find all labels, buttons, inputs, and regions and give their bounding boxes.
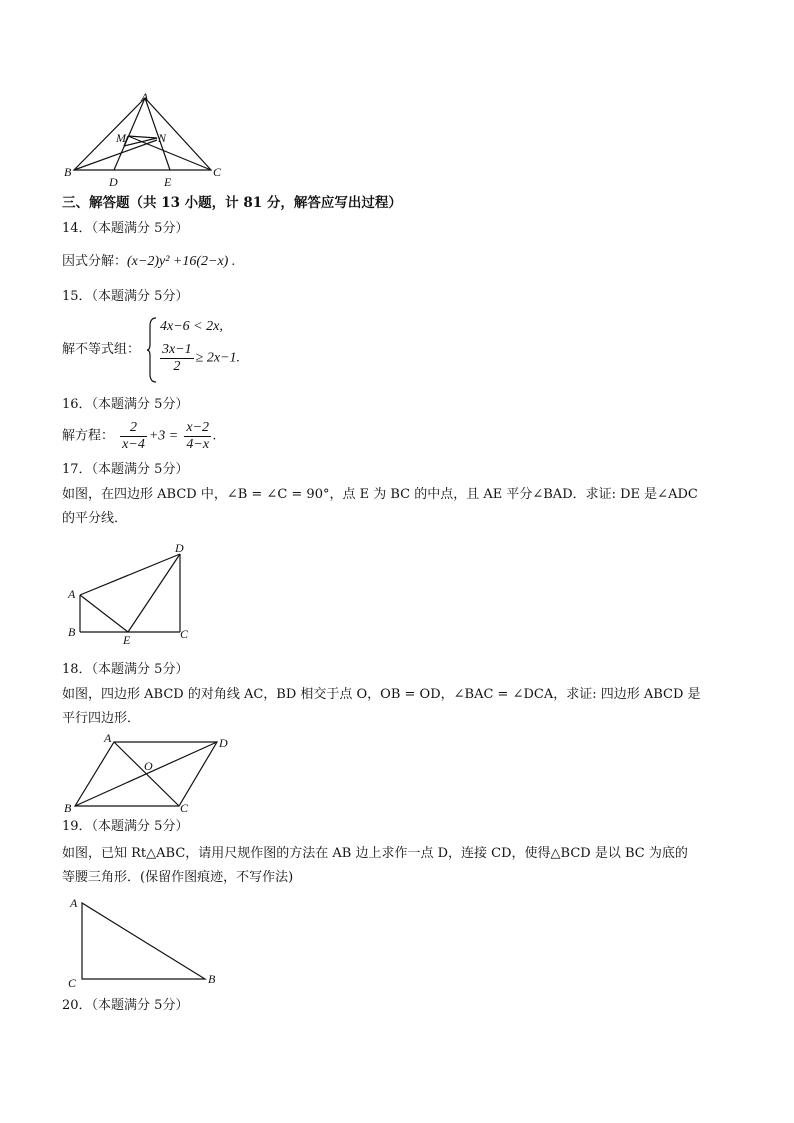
q17-header: 17．（本题满分 5分） — [62, 462, 189, 477]
q16-f1-num: 2 — [120, 420, 147, 437]
figure-quadrilateral-q17 — [62, 540, 197, 645]
label-b: B — [208, 972, 216, 986]
label-c: C — [213, 165, 222, 179]
q18-header: 18．（本题满分 5分） — [62, 662, 189, 677]
q17-line1: 如图，在四边形 ABCD 中，∠B = ∠C = 90°，点 E 为 BC 的中点，且 AE 平分∠BAD．求证: DE 是∠ADC — [62, 487, 698, 502]
q16-fraction-2 — [184, 420, 211, 453]
label-d: D — [219, 736, 228, 750]
q14-expression: (x−2)y² +16(2−x) . — [127, 254, 236, 269]
q16-f1-den: x−4 — [122, 437, 145, 452]
q20-header: 20．（本题满分 5分） — [62, 998, 189, 1013]
figure-triangle-mn — [62, 90, 222, 190]
label-c: C — [180, 627, 189, 641]
label-a: A — [104, 731, 112, 745]
q16-fraction-1 — [120, 420, 147, 453]
q17-line2: 的平分线． — [62, 511, 128, 526]
label-e: E — [164, 175, 172, 189]
label-a: A — [70, 896, 78, 910]
q15-line2 — [158, 342, 240, 375]
q14-body — [62, 253, 235, 271]
q15-frac-num: 3x−1 — [162, 342, 192, 357]
q16-mid: +3 = — [148, 428, 179, 444]
label-c: C — [180, 801, 189, 815]
q15-frac-den: 2 — [173, 359, 181, 374]
q16-end: . — [213, 428, 217, 444]
label-e: E — [123, 633, 131, 645]
q19-header: 19．（本题满分 5分） — [62, 819, 189, 834]
q15-brace — [146, 316, 158, 384]
q16-header: 16．（本题满分 5分） — [62, 397, 189, 412]
q15-line1: 4x−6 < 2x, — [160, 319, 223, 334]
label-o: O — [144, 759, 153, 773]
label-d: D — [175, 541, 184, 555]
figure-right-triangle-q19 — [62, 893, 227, 993]
label-a: A — [141, 90, 149, 104]
q14-header: 14．（本题满分 5分） — [62, 221, 189, 236]
q15-fraction — [160, 342, 194, 375]
q16-f2-num: x−2 — [186, 420, 210, 435]
q18-line2: 平行四边形． — [62, 711, 141, 726]
q19-line2: 等腰三角形．(保留作图痕迹，不写作法) — [62, 870, 294, 885]
q19-line1: 如图，已知 Rt△ABC，请用尺规作图的方法在 AB 边上求作一点 D，连接 CD，使得△BCD 是以 BC 为底的 — [62, 846, 688, 861]
label-b: B — [64, 801, 72, 815]
label-m: M — [116, 131, 126, 145]
figure-parallelogram-q18 — [62, 730, 237, 815]
q15-line2-rest: ≥ 2x−1. — [195, 350, 241, 366]
q16-f2-den: 4−x — [186, 437, 210, 452]
q14-prompt: 因式分解： — [62, 254, 128, 269]
label-d: D — [109, 175, 118, 189]
label-a: A — [68, 587, 76, 601]
section-heading: 三、解答题（共 13 小题，计 81 分，解答应写出过程） — [62, 195, 402, 211]
q18-line1: 如图，四边形 ABCD 的对角线 AC，BD 相交于点 O，OB = OD，∠BAC = ∠DCA，求证: 四边形 ABCD 是 — [62, 687, 701, 702]
label-b: B — [68, 625, 76, 639]
q16-prompt: 解方程： — [62, 428, 115, 444]
label-c: C — [68, 976, 77, 990]
label-n: N — [158, 131, 167, 145]
q15-prompt: 解不等式组： — [62, 342, 141, 357]
q16-body — [62, 420, 217, 453]
label-b: B — [64, 165, 72, 179]
q15-header: 15．（本题满分 5分） — [62, 289, 189, 304]
